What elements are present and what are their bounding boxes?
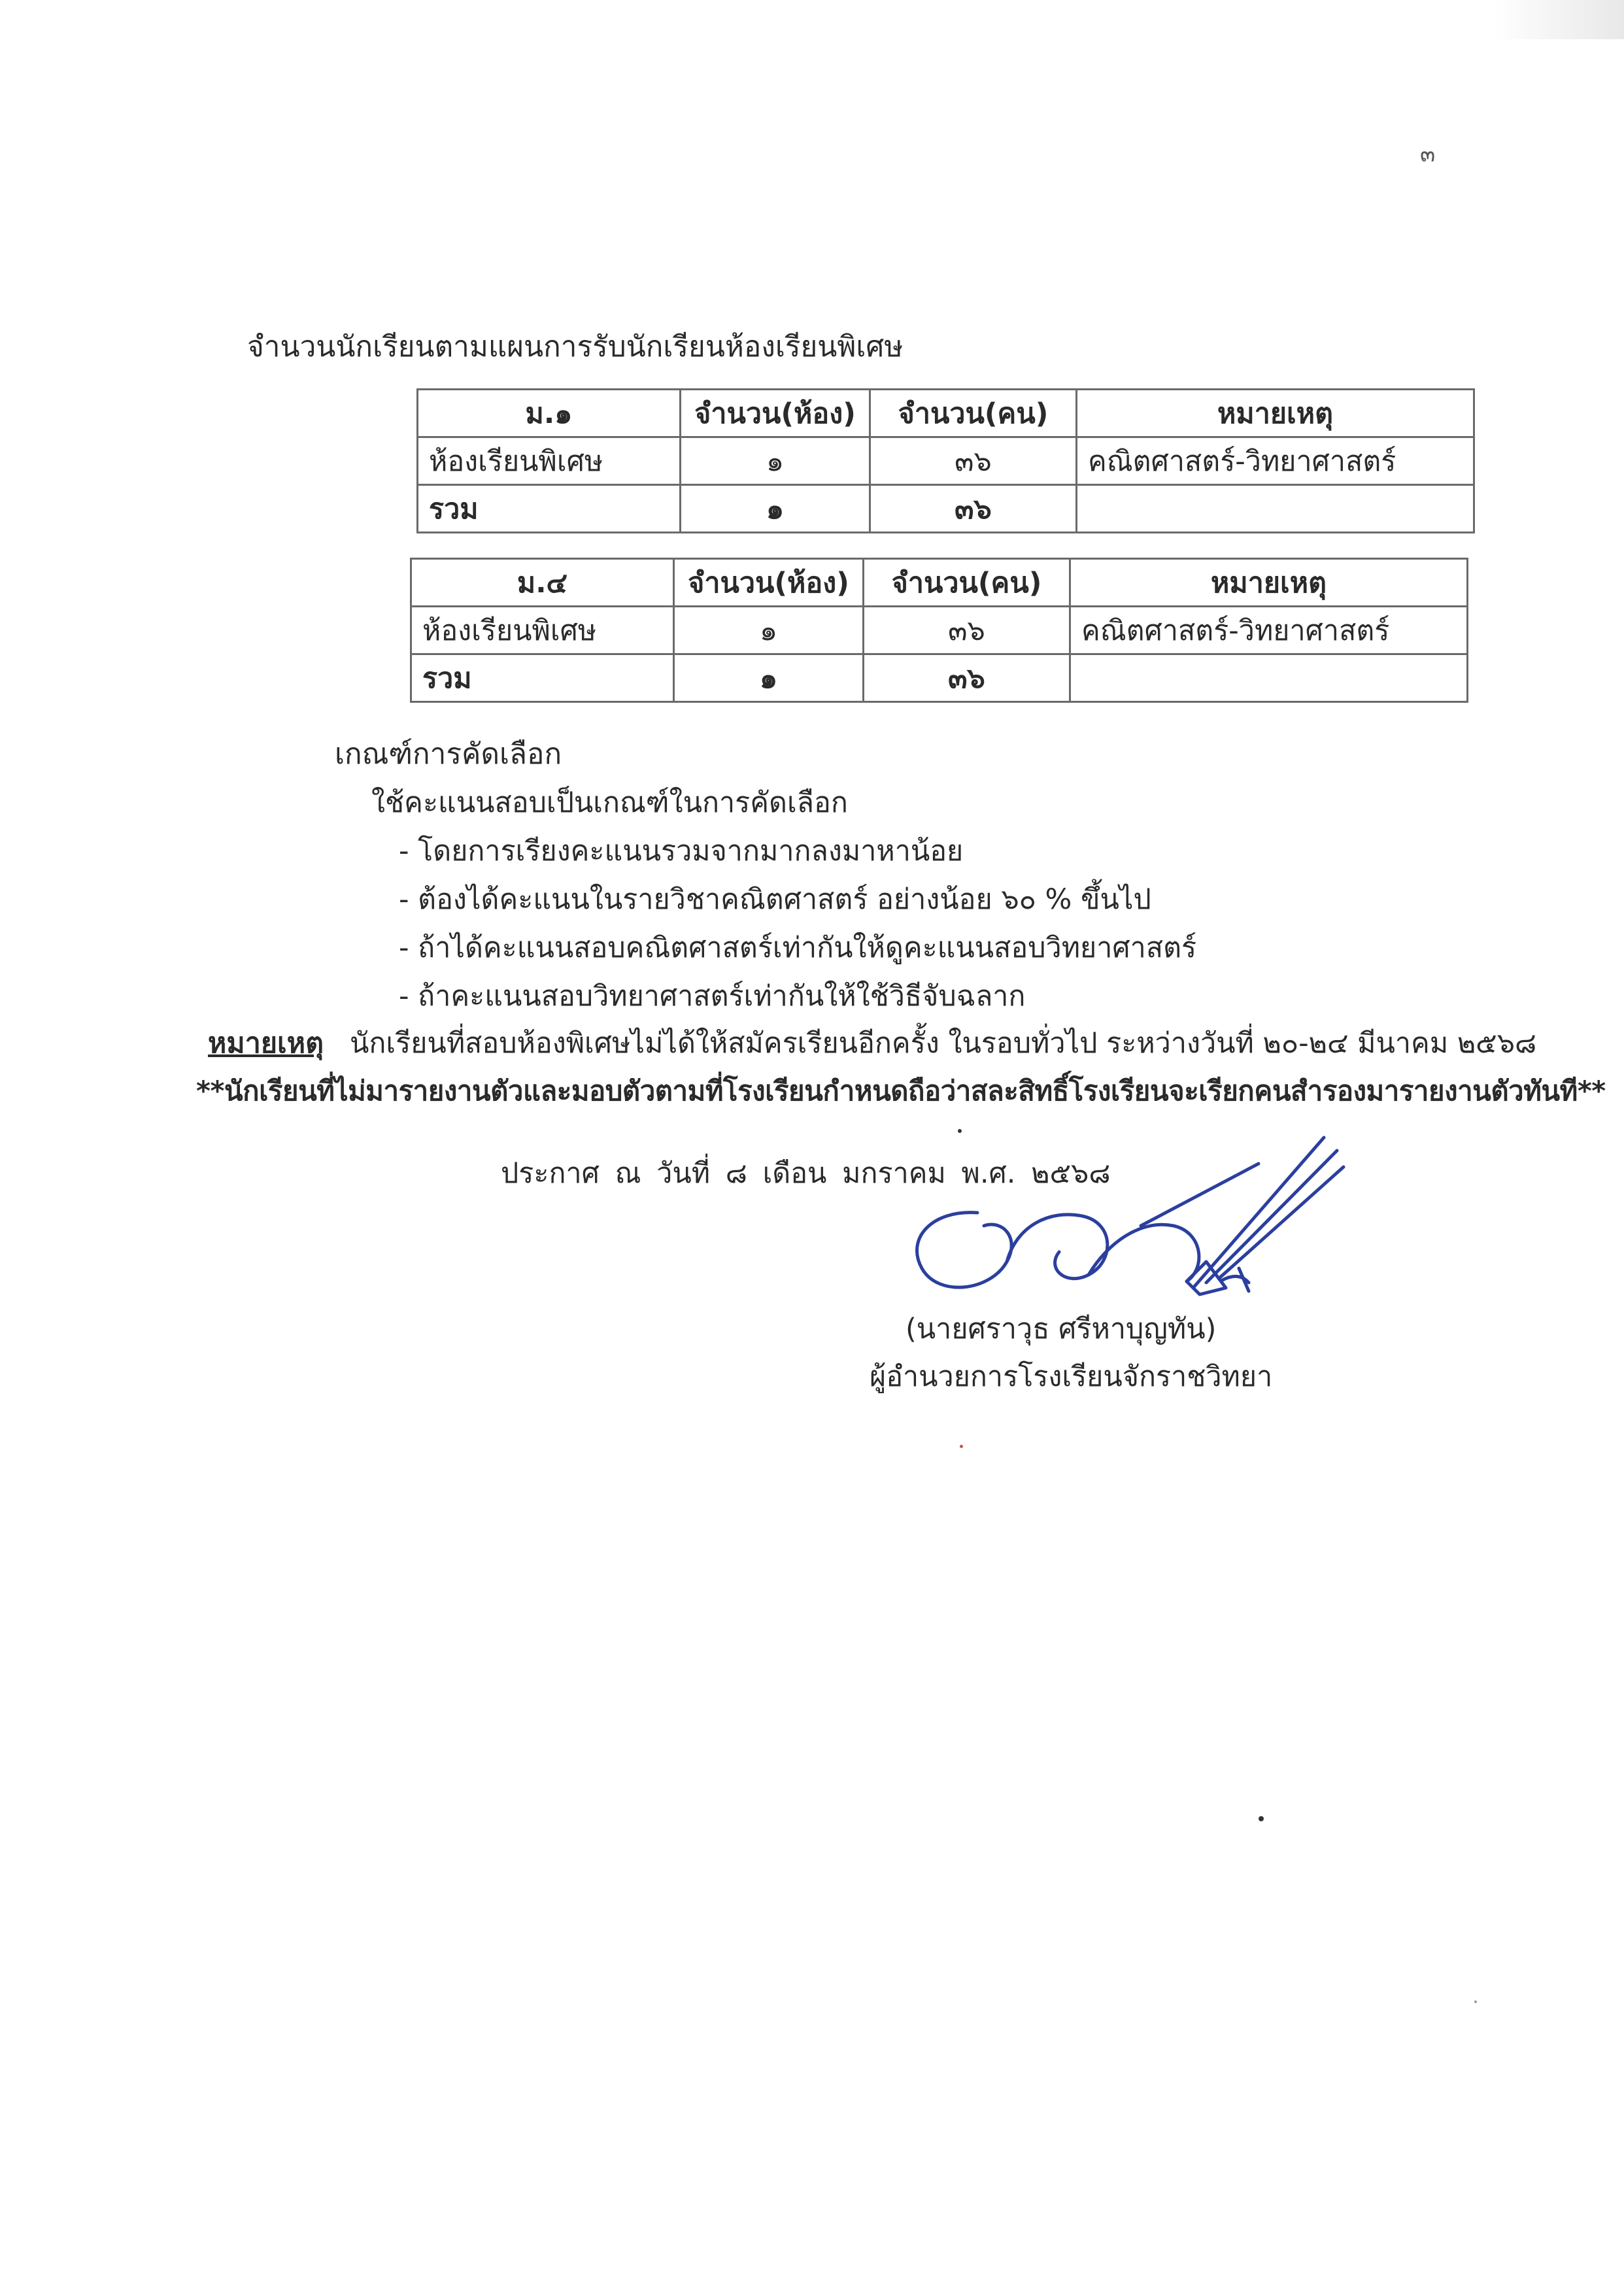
table-header-row (411, 559, 1468, 607)
signature-image (892, 1111, 1350, 1321)
scan-speck (958, 1129, 962, 1133)
criteria-lead: ใช้คะแนนสอบเป็นเกณฑ์ในการคัดเลือก (371, 786, 848, 819)
note-text: นักเรียนที่สอบห้องพิเศษไม่ได้ให้สมัครเรียนอีกครั้ง ในรอบทั่วไป ระหว่างวันที่ ๒๐-๒๔ มีนาคม ๒๕๖๘ (350, 1027, 1537, 1060)
header-remark: หมายเหตุ (1077, 390, 1474, 437)
row-students: ๓๖ (870, 437, 1077, 485)
header-rooms: จำนวน(ห้อง) (681, 390, 870, 437)
header-students: จำนวน(คน) (864, 559, 1070, 607)
plan-table-m4 (410, 558, 1468, 703)
total-rooms: ๑ (681, 485, 870, 533)
header-level: ม.๑ (418, 390, 681, 437)
row-rooms: ๑ (681, 437, 870, 485)
row-remark: คณิตศาสตร์-วิทยาศาสตร์ (1077, 437, 1474, 485)
criteria-item: - ต้องได้คะแนนในรายวิชาคณิตศาสตร์ อย่างน้อย ๖๐ % ขึ้นไป (399, 883, 1151, 916)
row-type: ห้องเรียนพิเศษ (411, 607, 674, 654)
table-row (411, 607, 1468, 654)
total-label: รวม (411, 654, 674, 702)
scan-speck (1259, 1816, 1264, 1821)
total-remark (1070, 654, 1468, 702)
header-students: จำนวน(คน) (870, 390, 1077, 437)
table-total-row (411, 654, 1468, 702)
criteria-item: - ถ้าได้คะแนนสอบคณิตศาสตร์เท่ากันให้ดูคะแนนสอบวิทยาศาสตร์ (399, 932, 1197, 964)
criteria-item: - ถ้าคะแนนสอบวิทยาศาสตร์เท่ากันให้ใช้วิธีจับฉลาก (399, 980, 1026, 1013)
table-total-row (418, 485, 1474, 533)
signer-name: (นายศราวุธ ศรีหาบุญทัน) (905, 1313, 1217, 1345)
announcement-date: ประกาศ ณ วันที่ ๘ เดือน มกราคม พ.ศ. ๒๕๖๘ (501, 1157, 1111, 1190)
scan-speck (960, 1445, 963, 1448)
header-remark: หมายเหตุ (1070, 559, 1468, 607)
plan-table-m1 (416, 388, 1475, 533)
table-row (418, 437, 1474, 485)
total-remark (1077, 485, 1474, 533)
warning-text: **นักเรียนที่ไม่มารายงานตัวและมอบตัวตามที่โรงเรียนกำหนดถือว่าสละสิทธิ์โรงเรียนจะเรียกคนสำรองมารายงานตัวทันที** (196, 1075, 1606, 1107)
header-level: ม.๔ (411, 559, 674, 607)
note (208, 1020, 1536, 1065)
total-students: ๓๖ (864, 654, 1070, 702)
row-remark: คณิตศาสตร์-วิทยาศาสตร์ (1070, 607, 1468, 654)
total-students: ๓๖ (870, 485, 1077, 533)
table-header-row (418, 390, 1474, 437)
scan-shadow (1493, 0, 1624, 39)
total-label: รวม (418, 485, 681, 533)
total-rooms: ๑ (674, 654, 864, 702)
row-type: ห้องเรียนพิเศษ (418, 437, 681, 485)
page-number: ๓ (1420, 141, 1436, 167)
page-heading: จำนวนนักเรียนตามแผนการรับนักเรียนห้องเรียนพิเศษ (247, 330, 904, 363)
note-label: หมายเหตุ (208, 1027, 324, 1060)
criteria-item: - โดยการเรียงคะแนนรวมจากมากลงมาหาน้อย (399, 835, 964, 868)
header-rooms: จำนวน(ห้อง) (674, 559, 864, 607)
criteria-title: เกณฑ์การคัดเลือก (335, 737, 562, 771)
row-students: ๓๖ (864, 607, 1070, 654)
scan-speck (1474, 2000, 1477, 2003)
signer-title: ผู้อำนวยการโรงเรียนจักราชวิทยา (870, 1360, 1273, 1393)
row-rooms: ๑ (674, 607, 864, 654)
